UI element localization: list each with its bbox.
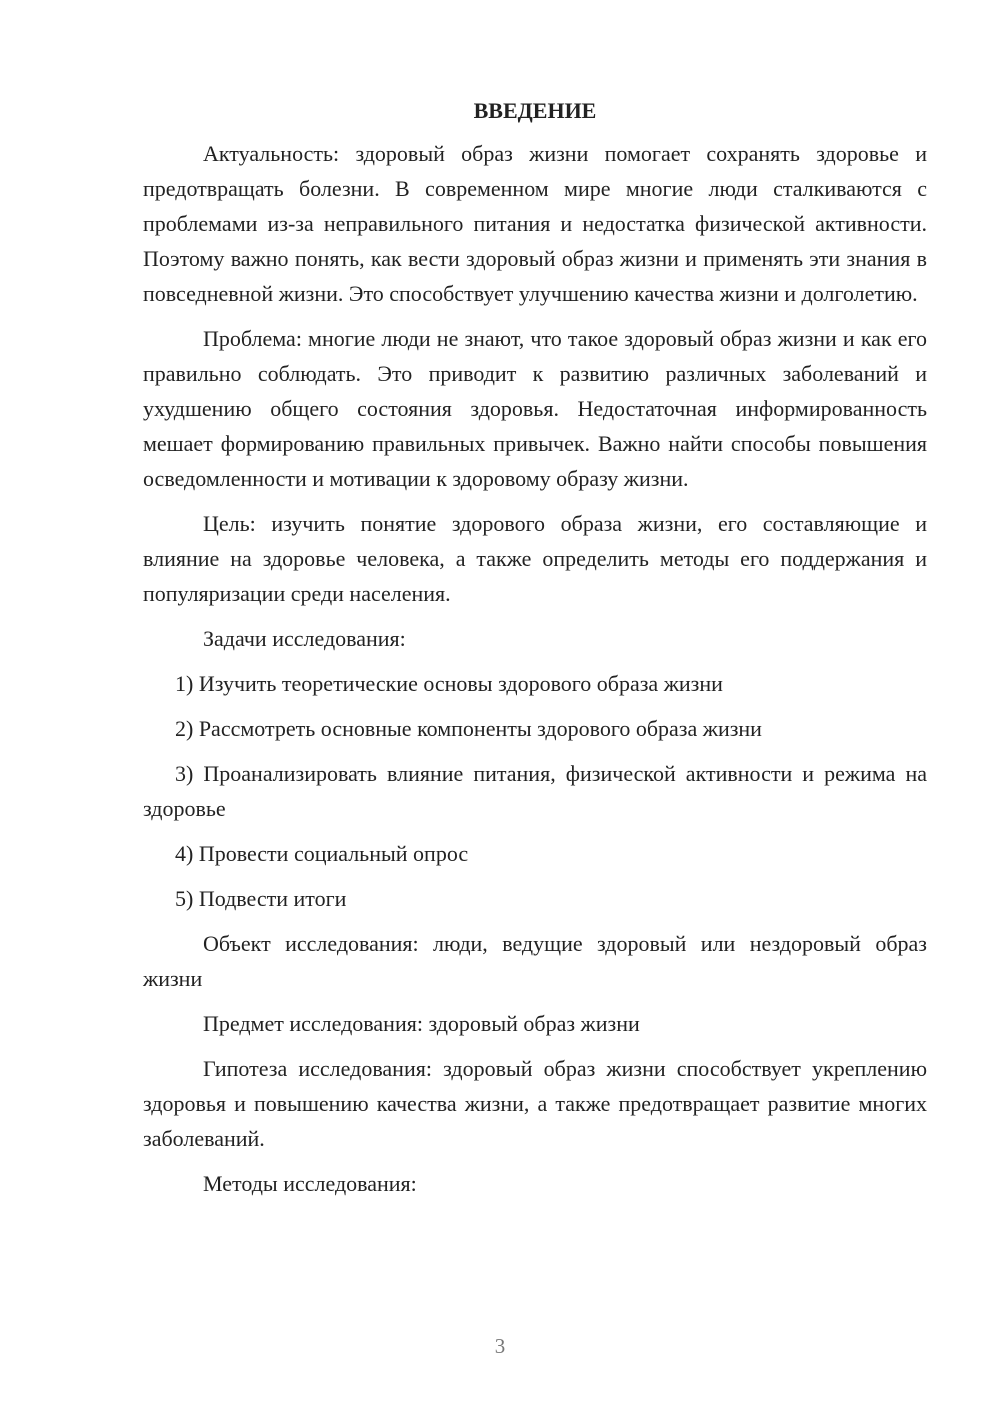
paragraph-goal: Цель: изучить понятие здорового образа жизни, его составляющие и влияние на здоровье человека, а также определить методы его поддержания и популяризации среди населения. — [143, 511, 927, 606]
list-item: 2) Рассмотреть основные компоненты здорового образа жизни — [175, 716, 762, 741]
paragraph-hypothesis: Гипотеза исследования: здоровый образ жизни способствует укреплению здоровья и повышению качества жизни, а также предотвращает развитие многих заболеваний. — [143, 1056, 927, 1151]
paragraph-methods: Методы исследования: — [203, 1171, 417, 1196]
list-item: 4) Провести социальный опрос — [175, 841, 469, 866]
tasks-list — [143, 666, 927, 916]
paragraph-subject: Предмет исследования: здоровый образ жизни — [203, 1011, 640, 1036]
paragraph-object: Объект исследования: люди, ведущие здоровый или нездоровый образ жизни — [143, 931, 927, 991]
page-title: ВВЕДЕНИЕ — [473, 98, 597, 123]
list-item: 5) Подвести итоги — [175, 886, 347, 911]
paragraph-relevance: Актуальность: здоровый образ жизни помогает сохранять здоровье и предотвращать болезни. В современном мире многие люди сталкиваются с проблемами из-за неправильного питания и недостатка физической активности. Поэтому важно понять, как вести здоровый образ жизни и применять эти знания в повседневной жизни. Это способствует улучшению качества жизни и долголетию. — [143, 141, 927, 306]
list-item: 1) Изучить теоретические основы здорового образа жизни — [175, 671, 723, 696]
list-item: 3) Проанализировать влияние питания, физической активности и режима на здоровье — [143, 761, 927, 821]
document-page — [143, 96, 927, 1211]
tasks-heading: Задачи исследования: — [203, 626, 406, 651]
page-number: 3 — [494, 1334, 506, 1358]
paragraph-problem: Проблема: многие люди не знают, что такое здоровый образ жизни и как его правильно соблюдать. Это приводит к развитию различных заболеваний и ухудшению общего состояния здоровья. Недостаточная информированность мешает формированию правильных привычек. Важно найти способы повышения осведомленности и мотивации к здоровому образу жизни. — [143, 326, 927, 491]
